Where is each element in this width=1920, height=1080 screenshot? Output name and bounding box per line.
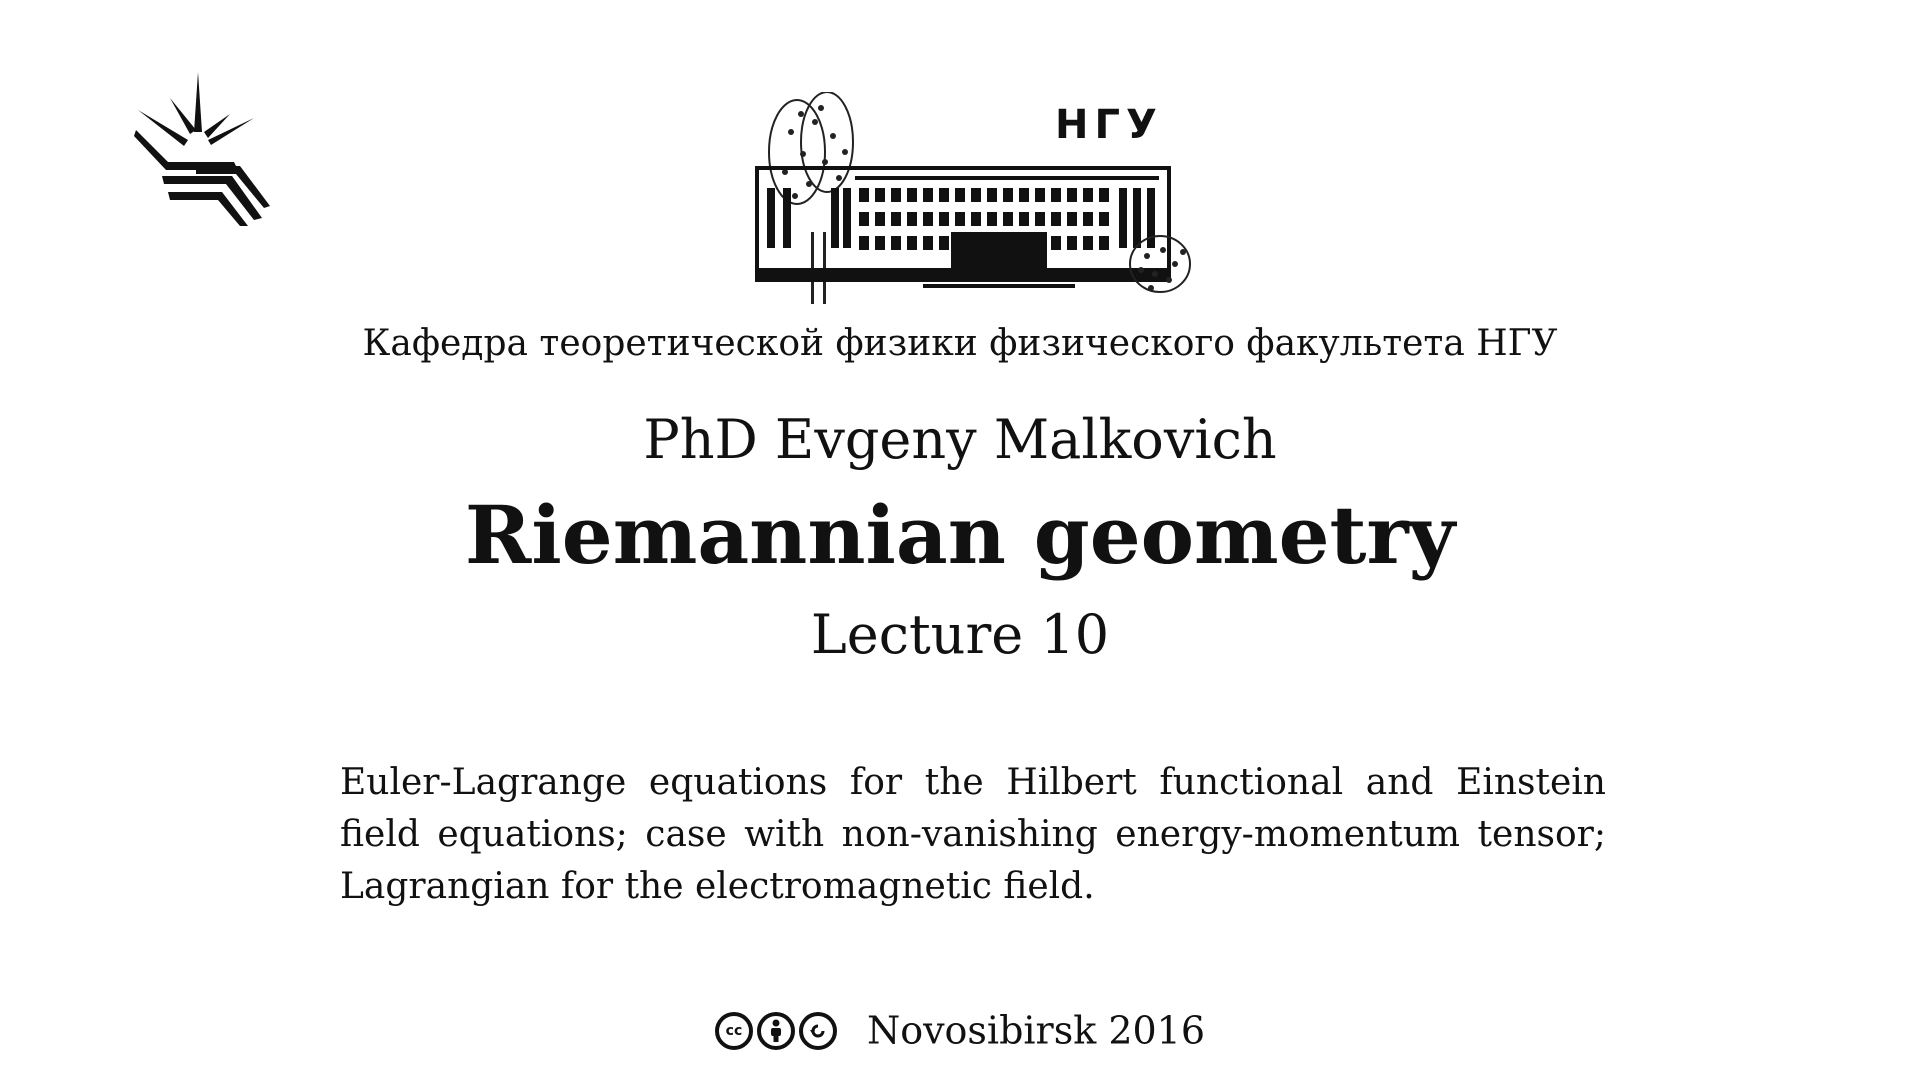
faculty-emblem-icon	[134, 70, 270, 226]
university-logo-caption: НГУ	[1055, 102, 1163, 148]
place-and-year: Novosibirsk 2016	[866, 1008, 1206, 1053]
lecture-number: Lecture 10	[810, 603, 1110, 666]
by-icon	[757, 1012, 795, 1050]
department-name: Кафедра теоретической физики физического факультета НГУ	[362, 323, 1558, 364]
footer	[0, 1005, 1920, 1053]
presentation-title: Riemannian geometry	[464, 488, 1456, 582]
university-building-illustration	[755, 92, 1195, 306]
cc-icon: cc	[715, 1012, 753, 1050]
author-name: PhD Evgeny Malkovich	[643, 408, 1277, 471]
sa-icon	[799, 1012, 837, 1050]
license-badge	[715, 1012, 837, 1050]
lecture-abstract: Euler-Lagrange equations for the Hilbert functional and Einstein field equations; case with non-vanishing energy-momentum tensor; Lagrangian for the electromagnetic field.	[340, 762, 1606, 907]
